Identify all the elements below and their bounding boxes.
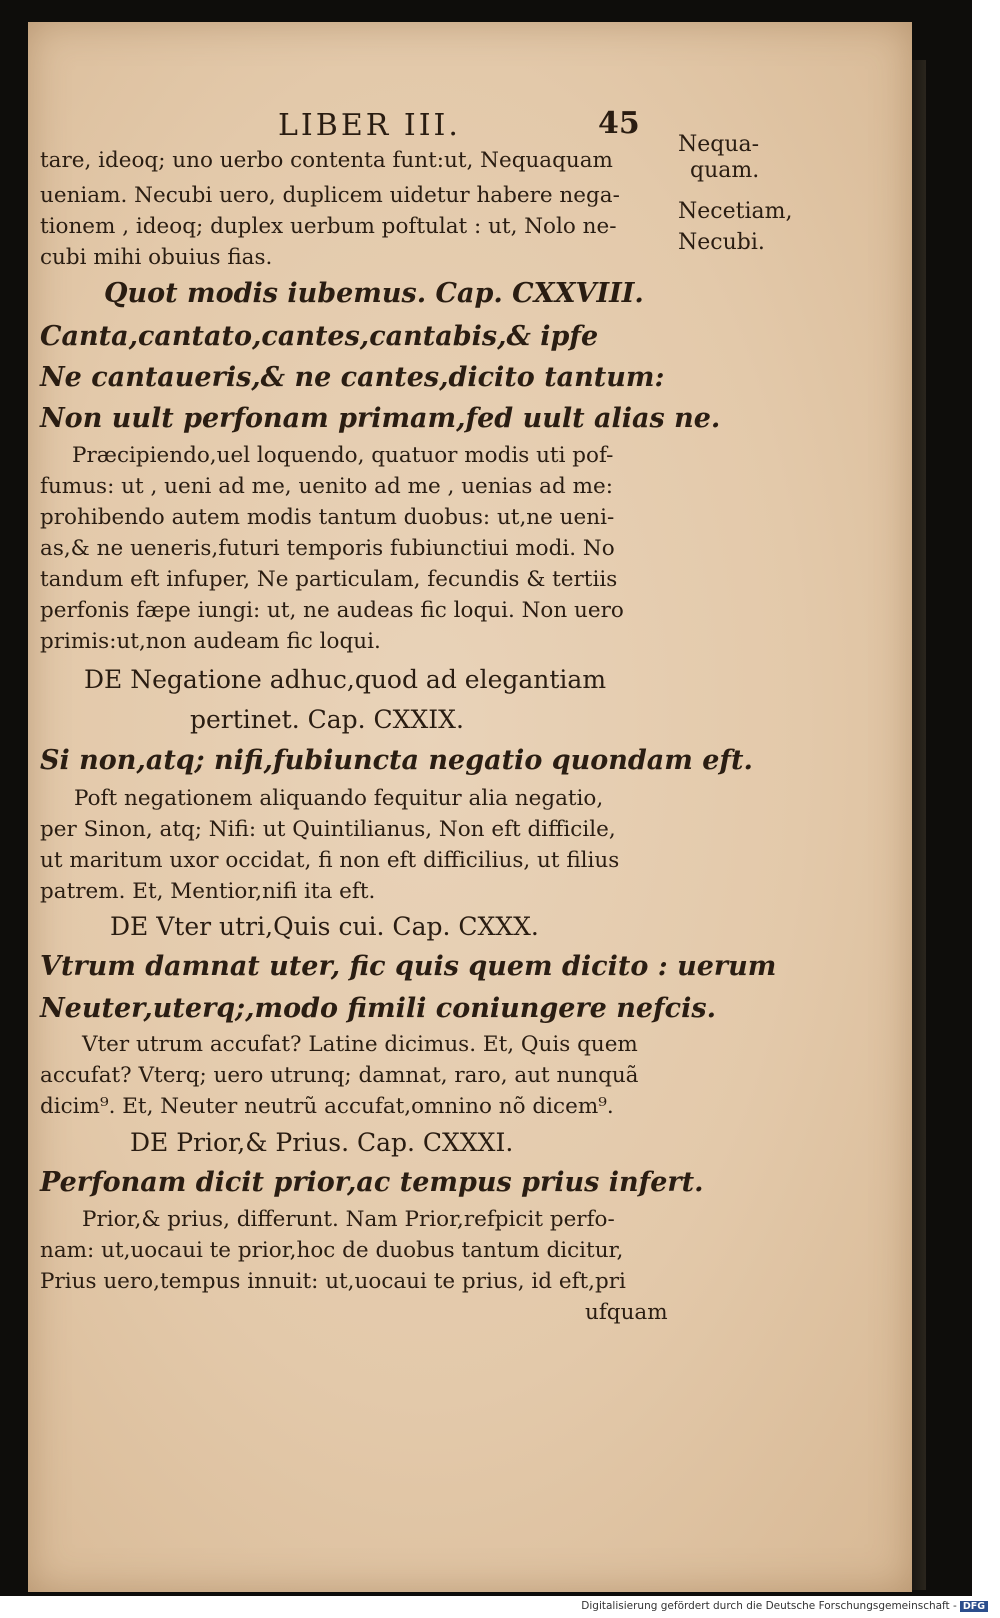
chapter-heading: Quot modis iubemus. Cap. CXXVIII.: [104, 278, 644, 309]
digitization-credit: [581, 1600, 988, 1612]
text-line: patrem. Et, Mentior,nifi ita eft.: [40, 879, 376, 904]
text-line: as,& ne ueneris,futuri temporis fubiunctiui modi. No: [40, 536, 615, 561]
text-line: Prior,& prius, differunt. Nam Prior,refpicit perfo-: [82, 1207, 615, 1232]
verse-line: Perfonam dicit prior,ac tempus prius infert.: [40, 1167, 704, 1198]
credit-text: Digitalisierung gefördert durch die Deutsche Forschungsgemeinschaft -: [581, 1600, 957, 1612]
text-line: primis:ut,non audeam fic loqui.: [40, 629, 381, 654]
chapter-heading: pertinet. Cap. CXXIX.: [190, 705, 464, 734]
text-line: Vter utrum accufat? Latine dicimus. Et, Quis quem: [82, 1032, 638, 1057]
page-number: 45: [598, 106, 640, 141]
verse-line: Neuter,uterq;,modo fimili coniungere nefcis.: [40, 993, 716, 1024]
text-line: Prius uero,tempus innuit: ut,uocaui te prius, id eft,pri: [40, 1269, 626, 1294]
text-line: cubi mihi obuius fias.: [40, 245, 273, 270]
text-line: perfonis fæpe iungi: ut, ne audeas fic loqui. Non uero: [40, 598, 624, 623]
text-line: Poft negationem aliquando fequitur alia negatio,: [74, 786, 604, 811]
text-line: ueniam. Necubi uero, duplicem uidetur habere nega-: [40, 183, 620, 208]
text-line: fumus: ut , ueni ad me, uenito ad me , uenias ad me:: [40, 474, 613, 499]
catchword: ufquam: [585, 1300, 668, 1325]
running-title: LIBER III.: [278, 108, 461, 143]
text-line: per Sinon, atq; Nifi: ut Quintilianus, Non eft difficile,: [40, 817, 616, 842]
text-line: tionem , ideoq; duplex uerbum poftulat : ut, Nolo ne-: [40, 214, 617, 239]
margin-note: Necubi.: [678, 230, 765, 255]
margin-note: Necetiam,: [678, 199, 793, 224]
text-line: ut maritum uxor occidat, fi non eft difficilius, ut filius: [40, 848, 620, 873]
dfg-logo: DFG: [960, 1601, 988, 1612]
text-line: nam: ut,uocaui te prior,hoc de duobus tantum dicitur,: [40, 1238, 624, 1263]
book-edge: [912, 60, 926, 1590]
verse-line: Ne cantaueris,& ne cantes,dicito tantum:: [40, 362, 665, 393]
chapter-heading: DE Negatione adhuc,quod ad elegantiam: [84, 665, 607, 694]
chapter-heading: DE Vter utri,Quis cui. Cap. CXXX.: [110, 912, 539, 941]
text-line: dicim⁹. Et, Neuter neutrũ accufat,omnino nõ dicem⁹.: [40, 1094, 614, 1119]
text-line: accufat? Vterq; uero utrunq; damnat, raro, aut nunquã: [40, 1063, 639, 1088]
verse-line: Canta,cantato,cantes,cantabis,& ipfe: [40, 321, 599, 352]
chapter-heading: DE Prior,& Prius. Cap. CXXXI.: [130, 1128, 514, 1157]
margin-note: Nequa-: [678, 132, 760, 157]
text-line: Præcipiendo,uel loquendo, quatuor modis uti pof-: [72, 443, 614, 468]
text-line: tandum eft infuper, Ne particulam, fecundis & tertiis: [40, 567, 618, 592]
verse-line: Si non,atq; nifi,fubiuncta negatio quondam eft.: [40, 745, 753, 776]
verse-line: Non uult perfonam primam,fed uult alias ne.: [40, 403, 721, 434]
text-line: prohibendo autem modis tantum duobus: ut,ne ueni-: [40, 505, 615, 530]
margin-note: quam.: [690, 158, 760, 183]
verse-line: Vtrum damnat uter, fic quis quem dicito : uerum: [40, 951, 777, 982]
text-line: tare, ideoq; uno uerbo contenta funt:ut, Nequaquam: [40, 148, 613, 173]
